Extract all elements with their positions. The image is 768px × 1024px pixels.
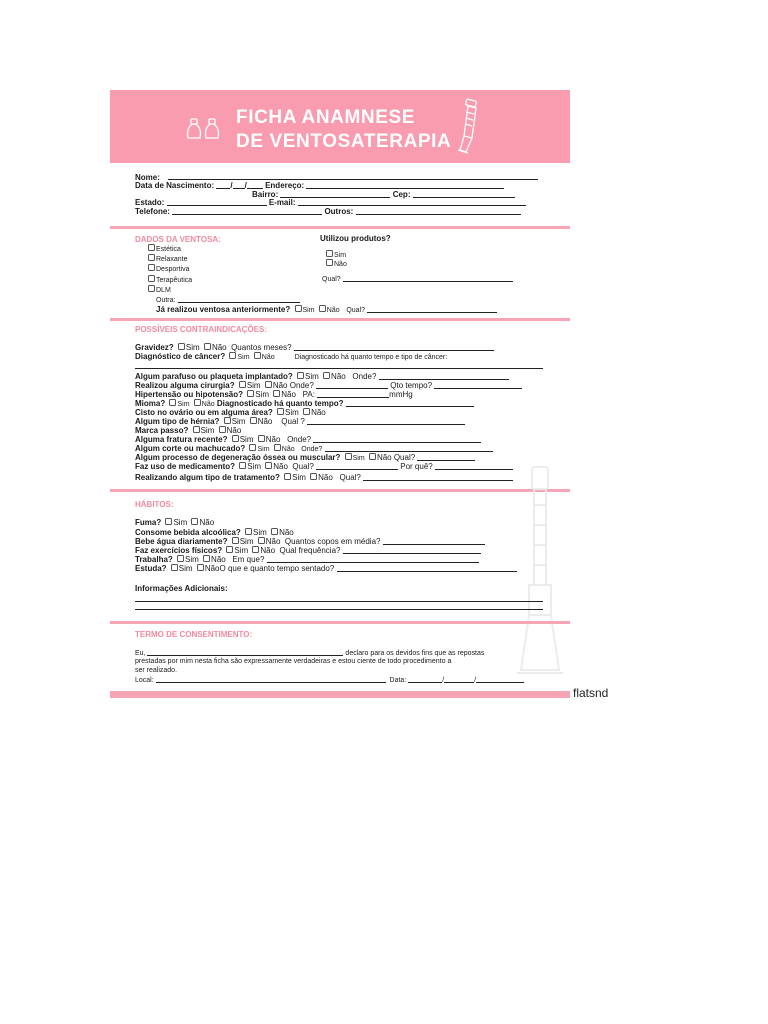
cirurgia-tempo-label: Qto tempo? — [390, 381, 433, 390]
alcool-row: Consome bebida alcoólica? Sim Não — [135, 528, 294, 537]
pa-label: PA: — [302, 390, 315, 399]
medicamento-nao-checkbox[interactable] — [265, 462, 272, 469]
hernia-qual-label: Qual ? — [281, 417, 305, 426]
produtos-qual-row — [322, 274, 513, 284]
mioma-nao-checkbox[interactable] — [194, 399, 201, 406]
hipertensao-label: Hipertensão ou hipotensão? — [135, 390, 244, 399]
page-text: flatsnd — [573, 686, 609, 700]
dados-option-estetica[interactable]: Estética — [146, 244, 181, 254]
checkbox[interactable] — [148, 264, 155, 271]
mioma-row: Mioma? Sim Não Diagnosticado há quanto tempo? — [135, 399, 474, 409]
frequencia-field[interactable] — [343, 546, 481, 554]
tratamento-qual-field[interactable] — [363, 473, 513, 481]
nome-line[interactable] — [168, 179, 538, 180]
info-adicionais-label: Informações Adicionais: — [135, 584, 228, 593]
cisto-sim-checkbox[interactable] — [277, 408, 284, 415]
tratamento-row: Realizando algum tipo de tratamento? Sim Não Qual? — [135, 473, 513, 482]
checkbox[interactable] — [148, 275, 155, 282]
ja-realizou-row: Já realizou ventosa anteriormente? Sim Não Qual? — [156, 305, 497, 315]
gravidez-sim-checkbox[interactable] — [178, 343, 185, 350]
bairro-field[interactable] — [280, 190, 390, 198]
cupping-pump-watermark-icon — [515, 465, 565, 680]
cisto-label: Cisto no ovário ou em alguma área? — [135, 408, 273, 417]
marcapasso-row: Marca passo? Sim Não — [135, 426, 242, 435]
agua-sim-checkbox[interactable] — [232, 537, 239, 544]
produtos-qual-field[interactable] — [343, 274, 513, 282]
termo-local-field[interactable] — [156, 675, 386, 683]
tratamento-qual-label: Qual? — [339, 473, 361, 482]
mioma-tempo-field[interactable] — [346, 399, 474, 407]
trabalha-sim-checkbox[interactable] — [177, 555, 184, 562]
hernia-nao-checkbox[interactable] — [250, 417, 257, 424]
section-divider — [110, 489, 570, 492]
produtos-nao[interactable]: Não — [324, 259, 347, 269]
ja-realizou-qual-field[interactable] — [367, 305, 497, 313]
telefone-label: Telefone: — [135, 207, 170, 216]
sentado-label: O que e quanto tempo sentado? — [219, 564, 335, 573]
frequencia-label: Qual frequência? — [279, 546, 341, 555]
birth-month-field[interactable] — [233, 181, 245, 189]
ja-realizou-sim-checkbox[interactable] — [295, 305, 302, 312]
ja-realizou-qual-label: Qual? — [346, 307, 365, 314]
mmhg-label: mmHg — [389, 390, 413, 399]
habitos-section-title: HÁBITOS: — [135, 500, 174, 509]
exercicios-row: Faz exercícios físicos? Sim Não Qual frequência? — [135, 546, 481, 555]
section-divider — [110, 318, 570, 321]
cirurgia-sim-checkbox[interactable] — [239, 381, 246, 388]
trabalha-label: Trabalha? — [135, 555, 173, 564]
mioma-tempo-label: Diagnosticado há quanto tempo? — [216, 399, 344, 408]
produtos-sim[interactable]: Sim — [324, 250, 346, 260]
quantos-meses-field[interactable] — [294, 343, 494, 351]
corte-sim-checkbox[interactable] — [249, 444, 256, 451]
termo-data-month-field[interactable] — [444, 675, 474, 683]
termo-data-day-field[interactable] — [408, 675, 442, 683]
title-line-1: FICHA ANAMNESE — [236, 107, 416, 128]
cirurgia-onde-field[interactable] — [316, 381, 388, 389]
sentado-field[interactable] — [337, 564, 517, 572]
termo-data-label: Data: — [389, 677, 407, 684]
termo-data-year-field[interactable] — [476, 675, 524, 683]
date-sep: / — [244, 181, 247, 190]
dados-section-title: DADOS DA VENTOSA: — [135, 235, 221, 244]
medicamento-porque-label: Por quê? — [400, 462, 433, 471]
estuda-nao-checkbox[interactable] — [197, 564, 204, 571]
degeneracao-label: Algum processo de degeneração óssea ou muscular? — [135, 453, 341, 462]
checkbox[interactable] — [148, 244, 155, 251]
alcool-label: Consome bebida alcoólica? — [135, 528, 241, 537]
endereco-label: Endereço: — [265, 181, 305, 190]
email-field[interactable] — [298, 198, 526, 206]
nascimento-row — [135, 181, 504, 190]
date-sep: / — [230, 181, 233, 190]
exercicios-nao-checkbox[interactable] — [252, 546, 259, 553]
parafuso-label: Algum parafuso ou plaqueta implantado? — [135, 372, 293, 381]
checkbox[interactable] — [148, 254, 155, 261]
dados-option-relaxante[interactable]: Relaxante — [146, 254, 188, 264]
cep-field[interactable] — [413, 190, 515, 198]
termo-section-title: TERMO DE CONSENTIMENTO: — [135, 630, 253, 639]
medicamento-qual-label: Qual? — [292, 462, 314, 471]
parafuso-onde-label: Onde? — [352, 372, 377, 381]
telefone-field[interactable] — [172, 207, 322, 215]
gravidez-row: Gravidez? Sim Não Quantos meses? — [135, 343, 494, 352]
email-label: E-mail: — [268, 198, 296, 207]
tratamento-sim-checkbox[interactable] — [284, 473, 291, 480]
corte-nao-checkbox[interactable] — [274, 444, 281, 451]
marcapasso-sim-checkbox[interactable] — [193, 426, 200, 433]
cep-label: Cep: — [392, 190, 411, 199]
medicamento-label: Faz uso de medicamento? — [135, 462, 236, 471]
cupping-cups-icon — [182, 116, 227, 142]
cupping-pump-icon — [455, 98, 485, 158]
degeneracao-nao-checkbox[interactable] — [369, 453, 376, 460]
termo-nome-field[interactable] — [147, 648, 343, 656]
estuda-row: Estuda? Sim NãoO que e quanto tempo sentado? — [135, 564, 517, 573]
alcool-nao-checkbox[interactable] — [271, 528, 278, 535]
termo-declaro-text: declaro para os devidos fins que as repostas — [345, 650, 485, 657]
hipertensao-nao-checkbox[interactable] — [273, 390, 280, 397]
outra-row — [156, 295, 300, 305]
cisto-nao-checkbox[interactable] — [303, 408, 310, 415]
medicamento-row: Faz uso de medicamento? Sim Não Qual? Por quê? — [135, 462, 513, 471]
fratura-row: Alguma fratura recente? Sim Não Onde? — [135, 435, 481, 444]
degeneracao-row: Algum processo de degeneração óssea ou muscular? Sim Não Qual? — [135, 453, 475, 463]
fuma-sim-checkbox[interactable] — [165, 518, 172, 525]
form-header — [110, 90, 570, 163]
agua-row: Bebe água diariamente? Sim Não Quantos copos em média? — [135, 537, 485, 546]
corte-label: Algum corte ou machucado? — [135, 444, 246, 453]
cancer-tempo-label: Diagnosticado há quanto tempo e tipo de câncer: — [294, 354, 448, 361]
produtos-title: Utilizou produtos? — [320, 234, 391, 243]
medicamento-sim-checkbox[interactable] — [239, 462, 246, 469]
fuma-label: Fuma? — [135, 518, 162, 527]
agua-label: Bebe água diariamente? — [135, 537, 228, 546]
birth-year-field[interactable] — [244, 181, 263, 190]
hernia-qual-field[interactable] — [307, 417, 465, 425]
cancer-label: Diagnóstico de câncer? — [135, 352, 226, 361]
agua-nao-checkbox[interactable] — [258, 537, 265, 544]
medicamento-porque-field[interactable] — [435, 462, 513, 470]
corte-row: Algum corte ou machucado? Sim Não Onde? — [135, 444, 493, 454]
termo-local-label: Local: — [135, 677, 154, 684]
exercicios-label: Faz exercícios físicos? — [135, 546, 223, 555]
corte-onde-field[interactable] — [325, 444, 493, 452]
termo-local-row: Local: Data: / / — [135, 675, 524, 685]
birth-day-field[interactable] — [216, 181, 233, 190]
exercicios-sim-checkbox[interactable] — [226, 546, 233, 553]
fratura-nao-checkbox[interactable] — [258, 435, 265, 442]
termo-line-3: ser realizado. — [135, 667, 178, 674]
cancer-nao-checkbox[interactable] — [254, 352, 261, 359]
section-divider — [110, 621, 570, 624]
produtos-qual-label: Qual? — [322, 276, 341, 283]
cirurgia-label: Realizou alguma cirurgia? — [135, 381, 235, 390]
cirurgia-tempo-field[interactable] — [434, 381, 522, 389]
dados-option-terapeutica[interactable]: Terapêutica — [146, 275, 192, 285]
outros-label: Outros: — [324, 207, 354, 216]
mioma-label: Mioma? — [135, 399, 166, 408]
checkbox[interactable] — [326, 259, 333, 266]
cirurgia-row: Realizou alguma cirurgia? Sim Não Onde? Qto tempo? — [135, 381, 522, 390]
fratura-sim-checkbox[interactable] — [232, 435, 239, 442]
gravidez-label: Gravidez? — [135, 343, 174, 352]
tratamento-nao-checkbox[interactable] — [310, 473, 317, 480]
fratura-onde-field[interactable] — [313, 435, 481, 443]
em-que-label: Em que? — [232, 555, 265, 564]
tratamento-label: Realizando algum tipo de tratamento? — [135, 473, 280, 482]
hipertensao-sim-checkbox[interactable] — [247, 390, 254, 397]
fuma-nao-checkbox[interactable] — [191, 518, 198, 525]
ja-realizou-nao-checkbox[interactable] — [319, 305, 326, 312]
parafuso-sim-checkbox[interactable] — [297, 372, 304, 379]
outra-label: Outra: — [156, 297, 176, 304]
endereco-field[interactable] — [306, 181, 504, 189]
estuda-sim-checkbox[interactable] — [171, 564, 178, 571]
pa-field[interactable] — [317, 390, 389, 398]
cancer-answer-line[interactable] — [135, 368, 543, 369]
marcapasso-nao-checkbox[interactable] — [219, 426, 226, 433]
cancer-row: Diagnóstico de câncer? Sim Não Diagnosticado há quanto tempo e tipo de câncer: — [135, 352, 448, 361]
degeneracao-qual-label: Não Qual? — [376, 453, 416, 462]
cancer-sim-checkbox[interactable] — [229, 352, 236, 359]
estuda-label: Estuda? — [135, 564, 167, 573]
estado-label: Estado: — [135, 198, 165, 207]
marcapasso-label: Marca passo? — [135, 426, 189, 435]
termo-eu-label: Eu, — [135, 650, 146, 657]
estado-field[interactable] — [167, 198, 267, 206]
parafuso-onde-field[interactable] — [379, 372, 509, 380]
corte-onde-label: Onde? — [301, 446, 323, 453]
bairro-label: Bairro: — [252, 190, 279, 199]
quantos-meses-label: Quantos meses? — [231, 343, 292, 352]
parafuso-nao-checkbox[interactable] — [323, 372, 330, 379]
nome-label: Nome: — [135, 173, 160, 182]
hipertensao-row: Hipertensão ou hipotensão? Sim Não PA: mmHg — [135, 390, 413, 399]
termo-line-2: prestadas por mim nesta ficha são expressamente verdadeiras e estou ciente de todo procedimento a — [135, 658, 452, 665]
mioma-sim-checkbox[interactable] — [169, 399, 176, 406]
dados-option-dlm[interactable]: DLM — [146, 285, 171, 295]
contra-section-title: POSSÍVEIS CONTRAINDICAÇÕES: — [135, 325, 268, 334]
alcool-sim-checkbox[interactable] — [245, 528, 252, 535]
dados-option-desportiva[interactable]: Desportiva — [146, 264, 189, 274]
cirurgia-onde-label: Onde? — [289, 381, 314, 390]
trabalha-row: Trabalha? Sim Não Em que? — [135, 555, 479, 564]
fuma-row: Fuma? Sim Não — [135, 518, 215, 527]
degeneracao-qual-field[interactable] — [417, 453, 475, 461]
form-bottom-bar — [110, 691, 570, 698]
estado-row — [135, 198, 526, 207]
hernia-row: Algum tipo de hérnia? Sim Não Qual ? — [135, 417, 465, 426]
nascimento-label: Data de Nascimento: — [135, 181, 215, 190]
degeneracao-sim-checkbox[interactable] — [345, 453, 352, 460]
anamnese-form — [110, 90, 570, 698]
copos-field[interactable] — [383, 537, 485, 545]
hernia-label: Algum tipo de hérnia? — [135, 417, 220, 426]
outra-field[interactable] — [178, 295, 300, 303]
fratura-onde-label: Onde? — [287, 435, 312, 444]
hernia-sim-checkbox[interactable] — [224, 417, 231, 424]
copos-label: Quantos copos em média? — [284, 537, 381, 546]
fratura-label: Alguma fratura recente? — [135, 435, 228, 444]
cisto-row: Cisto no ovário ou em alguma área? Sim Não — [135, 408, 326, 417]
section-divider — [110, 226, 570, 229]
telefone-row — [135, 207, 521, 216]
info-adicionais-line-1[interactable] — [135, 601, 543, 602]
ja-realizou-label: Já realizou ventosa anteriormente? — [156, 305, 291, 314]
checkbox[interactable] — [148, 285, 155, 292]
em-que-field[interactable] — [267, 555, 479, 563]
trabalha-nao-checkbox[interactable] — [203, 555, 210, 562]
outros-field[interactable] — [356, 207, 521, 215]
info-adicionais-line-2[interactable] — [135, 609, 543, 610]
cirurgia-nao-checkbox[interactable] — [265, 381, 272, 388]
checkbox[interactable] — [326, 250, 333, 257]
medicamento-qual-field[interactable] — [316, 462, 398, 470]
title-line-2: DE VENTOSATERAPIA — [236, 131, 452, 152]
gravidez-nao-checkbox[interactable] — [204, 343, 211, 350]
parafuso-row: Algum parafuso ou plaqueta implantado? Sim Não Onde? — [135, 372, 509, 381]
